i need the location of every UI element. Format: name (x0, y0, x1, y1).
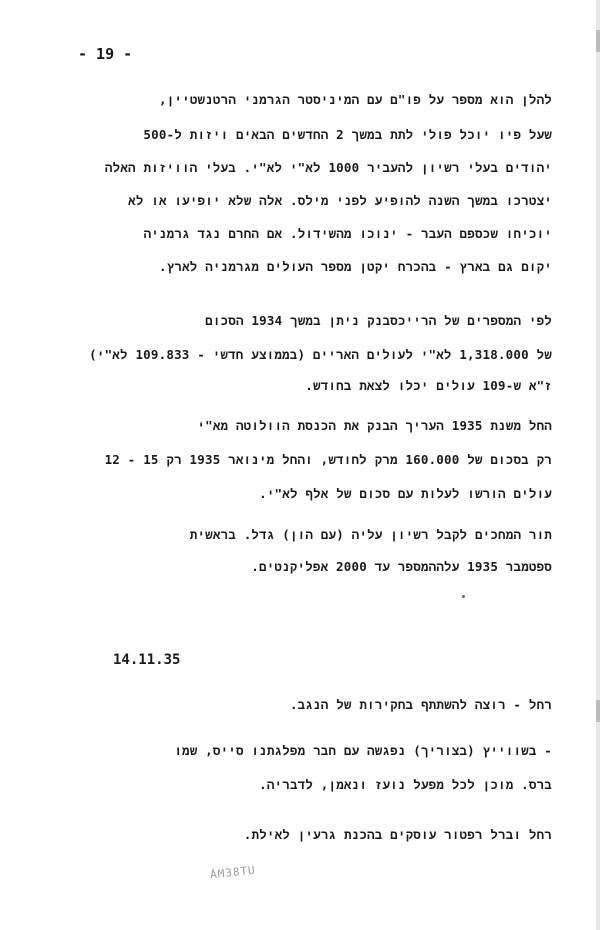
scan-edge-mark (596, 700, 600, 722)
text-line: יקום גם בארץ - בהכרח יקטן מספר העולים מגרמניה לארץ. (158, 259, 552, 274)
text-line: עולים הורשו לעלות עם סכום של אלף לא"י. (259, 486, 552, 501)
archive-stamp: ÁM38TU (209, 863, 257, 882)
scan-edge (596, 0, 600, 930)
scan-edge-mark (596, 30, 600, 52)
text-line: לפי המספרים של הרייכסבנק ניתן במשך 1934 הסכום (205, 313, 552, 328)
text-line: תור המחכים לקבל רשיון עליה (עם הון) גדל. בראשית (189, 527, 552, 542)
text-line: של 1,318.000 לא"י לעולים האריים (בממוצע חדשי - 109.833 לא"י) (89, 347, 552, 362)
text-line: רחל וברל רפטור עוסקים בהכנת גרעין לאילת. (243, 827, 552, 842)
text-line: רק בסכום של 160.000 מרק לחודש, והחל מינואר 1935 רק 15 - 12 (104, 452, 552, 467)
text-line: יצטרכו במשך השנה להופיע לפני מילס. אלה שלא יופיעו או לא (128, 193, 552, 208)
text-line: ספטמבר 1935 עלההמספר עד 2000 אפליקנטים. (251, 559, 552, 574)
ink-speck (462, 595, 465, 598)
text-line: יוכיחו שכספם העבר - ינוכו מהשידול. אם החרם נגד גרמניה (143, 226, 552, 241)
text-line: להלן הוא מספר על פו"ם עם המיניסטר הגרמני הרטנשטיין, (158, 92, 552, 107)
entry-date: 14.11.35 (113, 652, 181, 668)
page-number: - 19 - (78, 45, 133, 63)
text-line: רחל - רוצה להשתתף בחקירות של הנגב. (289, 697, 552, 712)
text-line: שעל פיו יוכל פולי לתת במשך 2 החדשים הבאים ויזות ל-500 (143, 127, 552, 142)
text-line: יהודים בעלי רשיון להעביר 1000 לא"י לא"י. בעלי הוויזות האלה (104, 160, 552, 175)
text-line: ברס. מוכן לכל מפעל נועז ונאמן, לדבריה. (259, 777, 552, 792)
text-line: החל משנת 1935 העריך הבנק את הכנסת הוולוטה מא"י (197, 418, 552, 433)
text-line: - בשווייץ (בצוריך) נפגשה עם חבר מפלגתנו סייס, שמו (174, 743, 552, 758)
text-line: ז"א ש-109 עולים יכלו לצאת בחודש. (305, 378, 552, 393)
